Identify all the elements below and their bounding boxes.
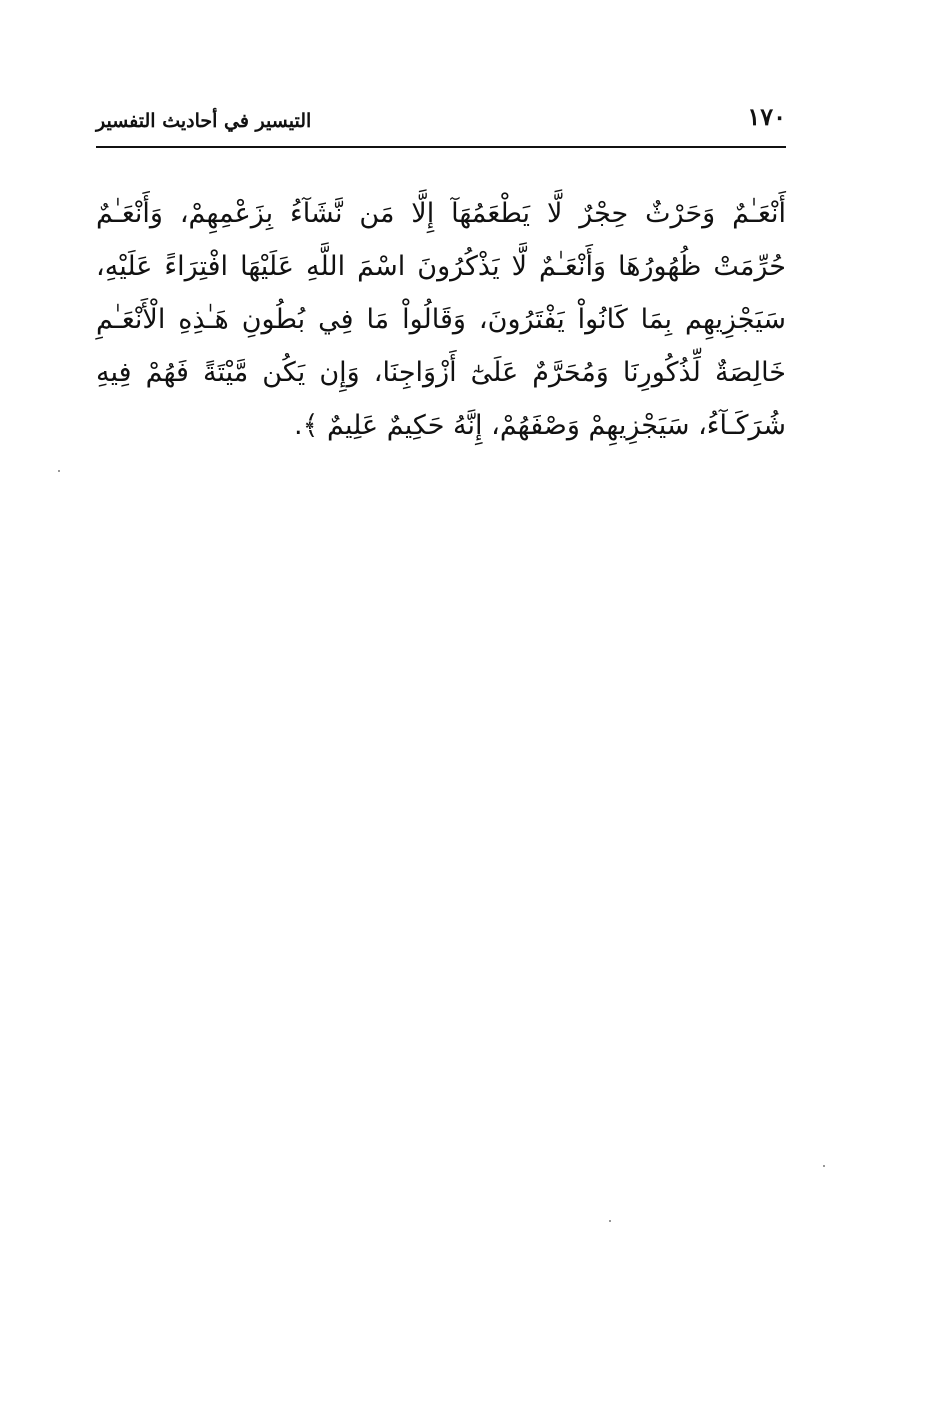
running-head-title: التيسير في أحاديث التفسير — [96, 110, 312, 132]
scan-speck — [823, 1165, 825, 1167]
header-rule — [96, 146, 786, 148]
running-head — [96, 100, 786, 144]
scan-speck — [609, 1220, 611, 1222]
scan-speck — [58, 470, 60, 472]
page-number: ١٧٠ — [747, 102, 786, 131]
quran-verse-text: أَنْعَـٰمٌ وَحَرْثٌ حِجْرٌ لَّا يَطْعَمُهَآ إِلَّا مَن نَّشَآءُ بِزَعْمِهِمْ، وَأَنْعَـٰمٌ حُرِّمَتْ ظُهُورُهَا وَأَنْعَـٰمٌ لَّا يَذْكُرُونَ اسْمَ اللَّهِ عَلَيْهَا افْتِرَاءً عَلَيْهِ، سَيَجْزِيهِم بِمَا كَانُواْ يَفْتَرُونَ، وَقَالُواْ مَا فِي بُطُونِ هَـٰذِهِ الْأَنْعَـٰمِ خَالِصَةٌ لِّذُكُورِنَا وَمُحَرَّمٌ عَلَىٰٓ أَزْوَاجِنَا، وَإِن يَكُن مَّيْتَةً فَهُمْ فِيهِ شُرَكَـآءُ، سَيَجْزِيهِمْ وَصْفَهُمْ، إِنَّهُ حَكِيمٌ عَلِيمٌ ﴾. — [96, 198, 786, 441]
